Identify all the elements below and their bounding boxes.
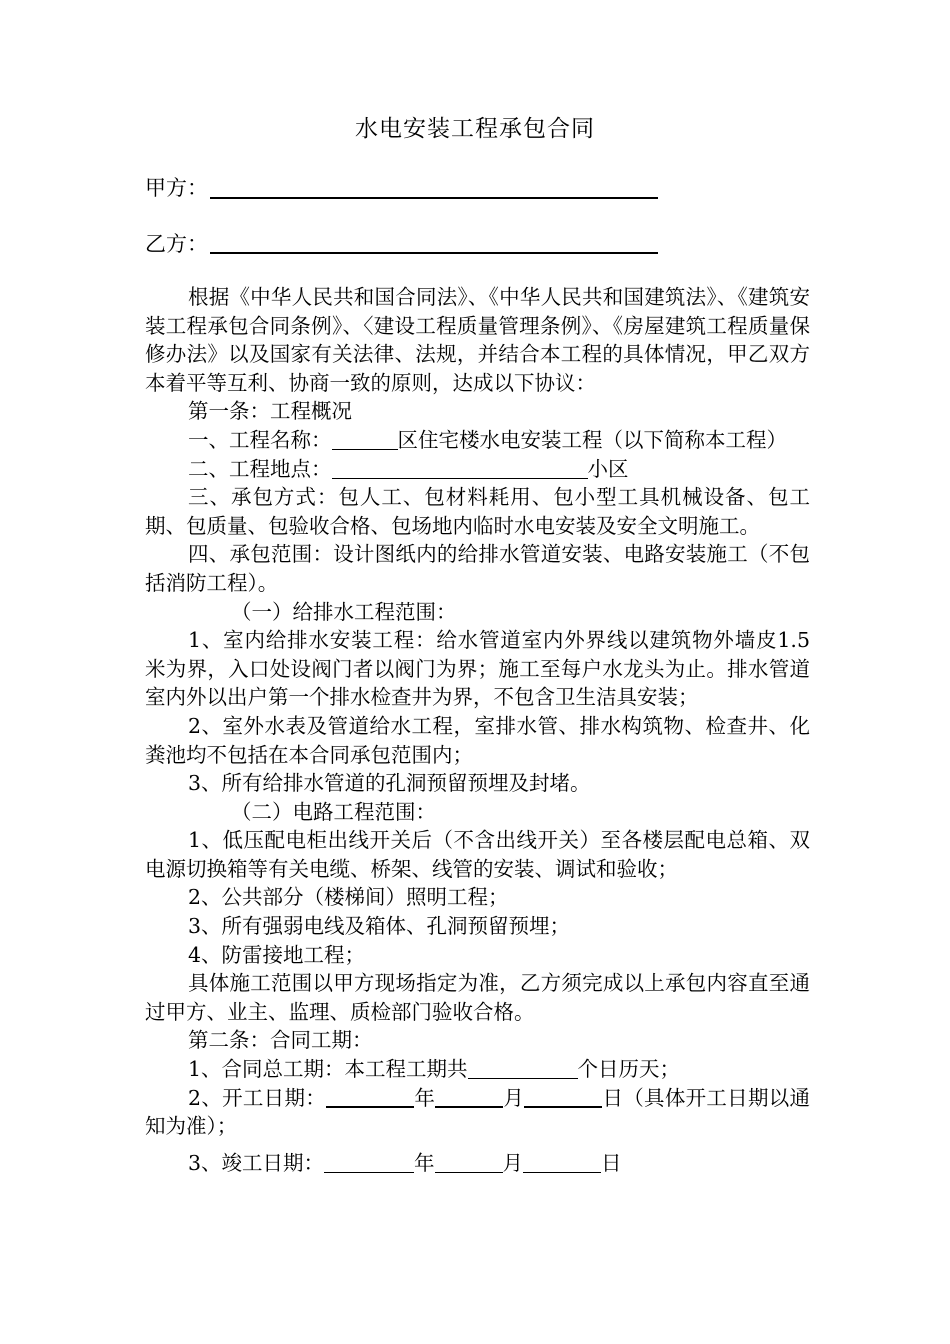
total-days-blank <box>468 1056 578 1079</box>
period-item-3 <box>145 1149 810 1178</box>
party-a-blank <box>210 197 658 199</box>
party-a-label: 甲方： <box>145 176 208 200</box>
water-item-3: 3、所有给排水管道的孔洞预留预埋及封堵。 <box>188 771 591 796</box>
period-item-2-suffix: 日（具体开工日期以通知为准）； <box>145 1085 811 1139</box>
water-item-1: 1、室内给排水安装工程：给水管道室内外界线以建筑物外墙皮1.5 米为界，入口处设阀门者以阀门为界；施工至每户水龙头为止。排水管道室内外以出户第一个排水检查井为界，不包含卫生洁具安装； <box>145 628 810 710</box>
contract-scope-paragraph: 四、承包范围：设计图纸内的给排水管道安装、电路安装施工（不包括消防工程）。 <box>145 542 810 595</box>
electric-item-2: 2、公共部分（楼梯间）照明工程； <box>188 885 509 910</box>
end-month-blank <box>435 1150 503 1173</box>
project-location-line <box>145 455 810 484</box>
project-location-blank <box>332 456 588 479</box>
water-scope-heading: （一）给排水工程范围： <box>231 599 457 624</box>
article2-heading: 第二条：合同工期： <box>188 1028 373 1053</box>
party-b-blank <box>210 252 658 254</box>
scope-note-paragraph: 具体施工范围以甲方现场指定为准，乙方须完成以上承包内容直至通过甲方、业主、监理、质检部门验收合格。 <box>145 971 810 1024</box>
period-item-2 <box>145 1084 810 1141</box>
start-year-blank <box>326 1084 414 1108</box>
period-item-1-prefix: 1、合同总工期：本工程工期共 <box>188 1057 468 1082</box>
project-name-blank <box>332 427 398 450</box>
article1-heading: 第一条：工程概况 <box>188 399 352 424</box>
period-item-1-suffix: 个日历天； <box>577 1057 681 1082</box>
party-b-label: 乙方： <box>145 232 208 256</box>
electric-item-4: 4、防雷接地工程； <box>188 942 366 967</box>
period-item-3-suffix: 日 <box>601 1150 622 1175</box>
contract-body <box>145 283 810 1177</box>
electric-item-3: 3、所有强弱电线及箱体、孔洞预留预埋； <box>188 914 571 939</box>
end-year-blank <box>324 1150 414 1173</box>
contract-mode-paragraph: 三、承包方式：包人工、包材料耗用、包小型工具机械设备、包工期、包质量、包验收合格、包场地内临时水电安装及安全文明施工。 <box>145 485 810 538</box>
project-location-suffix: 小区 <box>587 456 629 481</box>
electric-item-1: 1、低压配电柜出线开关后（不含出线开关）至各楼层配电总箱、双电源切换箱等有关电缆、桥架、线管的安装、调试和验收； <box>145 828 810 881</box>
project-name-label: 一、工程名称： <box>188 427 332 452</box>
start-month-char: 月 <box>503 1085 525 1110</box>
end-day-blank <box>523 1150 601 1173</box>
document-title: 水电安装工程承包合同 <box>355 116 595 142</box>
start-day-blank <box>524 1084 602 1108</box>
period-item-3-prefix: 3、竣工日期： <box>188 1150 325 1175</box>
start-year-char: 年 <box>414 1085 436 1110</box>
intro-paragraph: 根据《中华人民共和国合同法》、《中华人民共和国建筑法》、《建筑安装工程承包合同条例》、〈建设工程质量管理条例》、《房屋建筑工程质量保修办法》以及国家有关法律、法规，并结合本工程的具体情况，甲乙双方本着平等互利、协商一致的原则，达成以下协议： <box>145 285 810 395</box>
electric-scope-heading: （二）电路工程范围： <box>231 799 436 824</box>
period-item-1 <box>145 1055 810 1084</box>
project-name-line <box>145 426 810 455</box>
start-month-blank <box>435 1084 503 1108</box>
end-month-char: 月 <box>502 1150 524 1175</box>
end-year-char: 年 <box>414 1150 435 1175</box>
water-item-2: 2、室外水表及管道给水工程，室排水管、排水构筑物、检查井、化粪池均不包括在本合同承包范围内； <box>145 713 810 767</box>
project-name-suffix: 区住宅楼水电安装工程（以下简称本工程） <box>397 427 787 452</box>
period-item-2-prefix: 2、开工日期： <box>188 1085 327 1110</box>
project-location-label: 二、工程地点： <box>188 456 332 481</box>
